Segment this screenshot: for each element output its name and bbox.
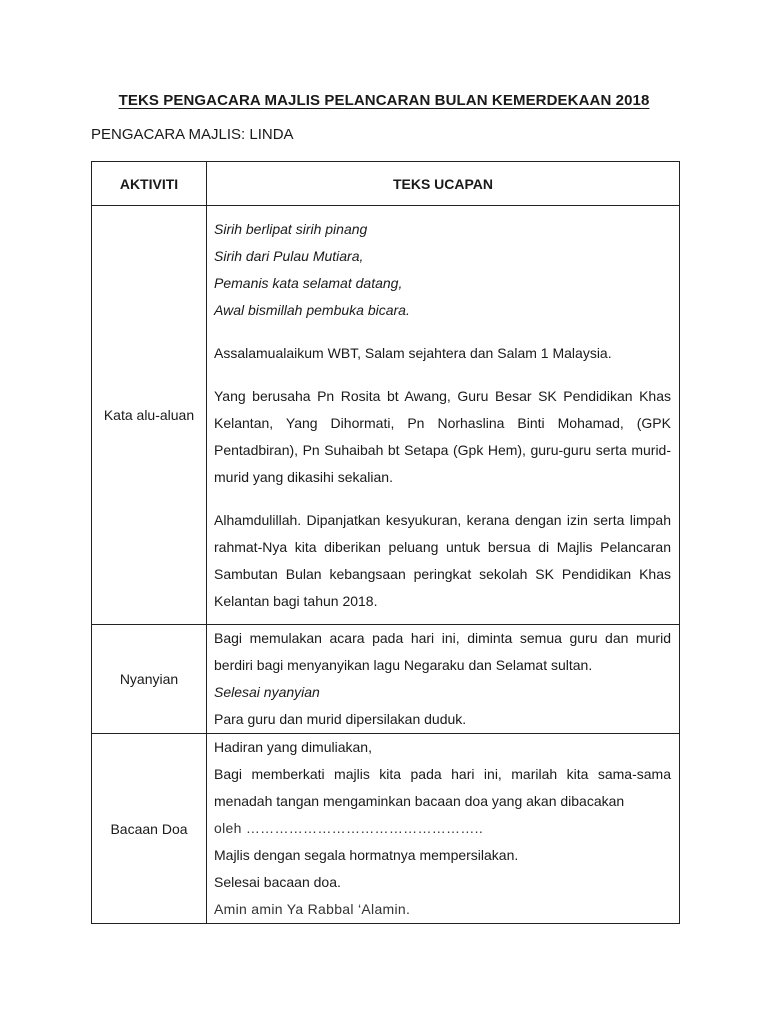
header-teks-ucapan: TEKS UCAPAN: [207, 162, 680, 206]
mc-line: PENGACARA MAJLIS: LINDA: [91, 126, 294, 143]
table-row: [92, 734, 680, 924]
pantun-line: Awal bismillah pembuka bicara.: [214, 301, 410, 318]
speech-cell: [207, 206, 680, 625]
table-row: [92, 206, 680, 625]
anthem-done-note: Selesai nyanyian: [214, 684, 320, 700]
prayer-done-line: Selesai bacaan doa.: [214, 874, 341, 890]
program-table: [91, 161, 680, 924]
seated-instruction: Para guru dan murid dipersilakan duduk.: [214, 711, 467, 727]
speech-cell: [207, 625, 680, 734]
header-aktiviti: AKTIVITI: [92, 162, 207, 206]
invite-line: Majlis dengan segala hormatnya mempersilakan.: [214, 847, 519, 863]
activity-cell: Bacaan Doa: [92, 734, 207, 924]
anthem-instruction: Bagi memulakan acara pada hari ini, diminta semua guru dan murid berdiri bagi menyanyikan lagu Negaraku dan Selamat sultan.: [214, 630, 671, 673]
prayer-invitation: Bagi memberkati majlis kita pada hari ini, marilah kita sama-sama menadah tangan mengaminkan bacaan doa yang akan dibacakan: [214, 766, 671, 809]
table-header-row: [92, 162, 680, 206]
pantun-line: Pemanis kata selamat datang,: [214, 274, 403, 291]
activity-cell: Nyanyian: [92, 625, 207, 734]
speech-cell: [207, 734, 680, 924]
pantun-line: Sirih berlipat sirih pinang: [214, 220, 368, 237]
salutation-paragraph: Yang berusaha Pn Rosita bt Awang, Guru Besar SK Pendidikan Khas Kelantan, Yang Dihormati, Pn Norhaslina Binti Mohamad, (GPK Pentadbiran), Pn Suhaibah bt Setapa (Gpk Hem), guru-guru serta murid-murid yang dikasihi sekalian.: [214, 387, 671, 485]
reader-blank-line: oleh …………………………………………..: [214, 820, 484, 836]
pantun-line: Sirih dari Pulau Mutiara,: [214, 247, 364, 264]
greeting-text: Assalamualaikum WBT, Salam sejahtera dan Salam 1 Malaysia.: [214, 344, 612, 361]
document-title-text: TEKS PENGACARA MAJLIS PELANCARAN BULAN KEMERDEKAAN 2018: [118, 92, 650, 109]
address-line: Hadiran yang dimuliakan,: [214, 739, 372, 755]
activity-cell: Kata alu-aluan: [92, 206, 207, 625]
table-row: [92, 625, 680, 734]
opening-paragraph: Alhamdulillah. Dipanjatkan kesyukuran, kerana dengan izin serta limpah rahmat-Nya kita diberikan peluang untuk bersua di Majlis Pelancaran Sambutan Bulan kebangsaan peringkat sekolah SK Pendidikan Khas Kelantan bagi tahun 2018.: [214, 511, 671, 609]
amin-line: Amin amin Ya Rabbal ‘Alamin.: [214, 901, 411, 917]
document-title: [0, 92, 768, 109]
